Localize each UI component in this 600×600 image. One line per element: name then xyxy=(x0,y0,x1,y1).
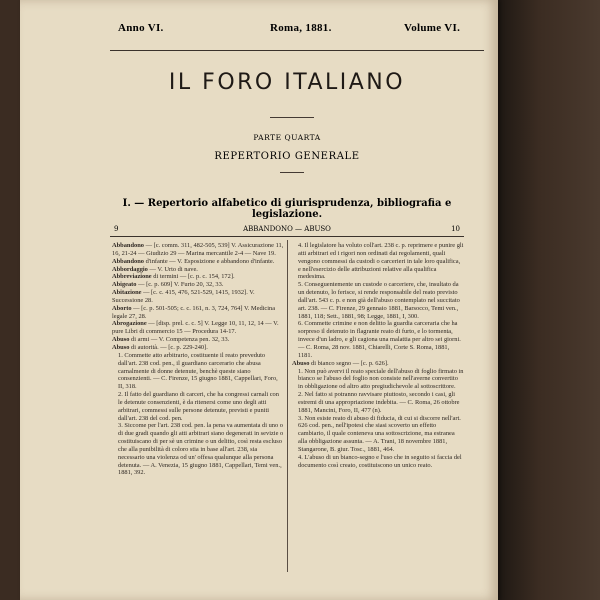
entry-keyword: Abrogazione xyxy=(112,320,147,328)
header-year: Anno VI. xyxy=(118,22,164,34)
entry-text: — [c. p. 501-505; c. c. 161, n. 3, 724, 764] V. Medicina legale 27, 28. xyxy=(112,304,276,320)
entry-keyword: Abuso xyxy=(112,343,130,351)
entry-text: 4. Il legislatore ha voluto coll'art. 238 c. p. reprimere e punire gli atti arbitrari ed i rigori non ordinati dai regolamenti, quali vengono commessi da custodi o carcerieri in tale loro qualifica, e nell'esercizio delle attribuzioni relative alla qualifica medesima. xyxy=(298,242,464,281)
entry-keyword: Abbandono xyxy=(112,242,144,249)
entry-text: 1. Non può avervi il reato speciale dell'abuso di foglio firmato in bianco se l'abuso del foglio non consiste nell'averne convertito in obbligazione od altro atto pregiudichevole al sottoscrittore. xyxy=(298,367,464,391)
background-shadow xyxy=(498,0,600,600)
entry-paragraph xyxy=(112,305,284,321)
entry-paragraph xyxy=(292,454,464,470)
entry-paragraph xyxy=(112,344,284,352)
entry-text: — [disp. prel. c. c. 5] V. Legge 10, 11, 12, 14 — V. pure Libri di commercio 15 — Procedura 14-17. xyxy=(112,320,279,336)
entry-paragraph xyxy=(112,258,284,266)
entry-paragraph xyxy=(292,360,464,368)
entry-text: — [c. c. 415, 476, 521-529, 1415, 1932]. V. Successione 28. xyxy=(112,289,255,304)
running-head xyxy=(110,222,464,237)
entry-paragraph xyxy=(112,422,284,477)
entry-keyword: Abigeato xyxy=(112,281,137,289)
header-volume: Volume VI. xyxy=(404,22,461,34)
entry-paragraph xyxy=(112,320,284,336)
repertory-subtitle: REPERTORIO GENERALE xyxy=(214,151,360,162)
entry-text: di bianco segno — [c. p. 626]. xyxy=(309,359,389,367)
entry-text: 6. Commette crimine e non delitto la guardia carceraria che ha sorpreso il detenuto in flagrante reato di furto, e lo tormenta, invece d'un ladro, e gli cagiona una malattia per altro sei giorni. — C. Roma, 28 nov. 1881, Chiarelli, Corte S. Roma, 1881, 1181. xyxy=(298,320,461,359)
entry-paragraph xyxy=(292,242,464,281)
entry-text: di armi — V. Competenza pen. 32, 33. xyxy=(129,336,230,344)
entry-keyword: Aborto xyxy=(112,304,132,312)
header-rule xyxy=(110,10,464,51)
entry-text: — V. Urto di nave. xyxy=(147,265,198,273)
part-label: PARTE QUARTA xyxy=(253,133,321,142)
entry-paragraph xyxy=(112,242,284,258)
column-divider xyxy=(287,240,288,572)
entry-text: 4. L'abuso di un bianco-segno e l'uso che in seguito si faccia del documento così creato, costituiscono un unico reato. xyxy=(298,453,462,469)
entry-paragraph xyxy=(112,289,284,305)
entry-paragraph xyxy=(112,391,284,422)
entry-paragraph xyxy=(292,320,464,359)
page-number-right: 10 xyxy=(451,225,460,233)
right-text-column xyxy=(292,242,464,469)
entry-text: di termini — [c. p. c. 154, 172]. xyxy=(151,273,235,281)
title-divider xyxy=(270,117,314,118)
entry-text: — [c. comm. 311, 482-505, 539] V. Assicurazione 11, 16, 21-24 — Giudizio 29 — Marina mercantile 2-4 — Nave 19. xyxy=(112,242,284,257)
entry-text: 5. Conseguentemente un custode o carceriere, che, insultato da un detenuto, lo ferisce, si rende responsabile del reato previsto dall'art. 543 c. p. e non già dell'abuso contemplato nel succitato art. 238. — C. Firenze, 29 gennaio 1881, Barsocco, Temi ven., 1881, 118; Sett., 1881, 98; Legge, 1881, I, 300. xyxy=(298,281,460,320)
entry-text: d'infante — V. Esposizione e abbandono d'infante. xyxy=(143,257,275,265)
header-place-date: Roma, 1881. xyxy=(270,22,332,34)
entry-keyword: Abbordaggio xyxy=(112,265,148,273)
entry-paragraph xyxy=(112,273,284,281)
section-heading: I. — Repertorio alfabetico di giurisprudenza, bibliografia e legislazione. xyxy=(122,198,452,220)
entry-paragraph xyxy=(112,336,284,344)
entry-text: 2. Il fatto del guardiano di carceri, che ha congressi carnali con le detenute consenzienti, è da ritenersi come uno degli atti arbitrari, commessi sulle persone detenute, previsti e puniti dall'art. 238 del cod. pen. xyxy=(118,391,279,422)
entry-paragraph xyxy=(292,415,464,454)
entry-text: 2. Nel fatto si potranno ravvisare piuttosto, secondo i casi, gli estremi di una appropriazione indebita. — C. Roma, 26 ottobre 1881, Mancini, Foro, II, 477 (n). xyxy=(298,391,460,414)
page-number-left: 9 xyxy=(114,225,119,233)
entry-paragraph xyxy=(112,281,284,289)
entry-keyword: Abuso xyxy=(292,359,310,367)
entry-text: 3. Non esiste reato di abuso di fiducia, di cui si discorre nell'art. 626 cod. pen., nell'ipotesi che siasi scoverto un effetto cambiario, il quale conteneva una sottoscrizione, ma estranea alla obbligazione assunta. — A. Trani, 18 novembre 1881, Stangarone, B. giur. Tosc., 1881, 464. xyxy=(298,414,461,453)
entry-keyword: Abuso xyxy=(112,336,130,344)
entry-paragraph xyxy=(292,281,464,320)
running-head-title: ABBANDONO — ABUSO xyxy=(243,225,331,233)
entry-keyword: Abbreviazione xyxy=(112,273,152,281)
journal-title: IL FORO ITALIANO xyxy=(168,70,406,95)
entry-text: — [c. p. 609] V. Furto 20, 32, 33. xyxy=(136,281,224,289)
entry-keyword: Abitazione xyxy=(112,289,142,297)
entry-text: di autorità. — [c. p. 229-240]. xyxy=(129,343,208,351)
entry-paragraph xyxy=(112,266,284,274)
entry-paragraph xyxy=(292,368,464,392)
entry-text: 1. Commette atto arbitrario, costituente il reato preveduto dall'art. 238 cod. pen., il guardiano carcerario che abusa carnalmente di donne detenute, benchè queste siano consenzienti. — C. Firenze, 15 giugno 1881, Cappellari, Foro, II, 318. xyxy=(118,351,278,391)
entry-text: 3. Siccome per l'art. 238 cod. pen. la pena va aumentata di uno o di due gradi quando gli atti arbitrari siano degenerati in sevizie o costituiscano di per sè un crimine o un delitto, così resta escluso che alla punibilità di coloro stia in base all'art. 238, sia necessario una violenza od un' offesa qualunque alla persona detenuta. — A. Venezia, 15 giugno 1881, Cappellari, Temi ven., 1881, 392. xyxy=(118,422,284,477)
entry-paragraph xyxy=(292,391,464,415)
subtitle-divider xyxy=(280,172,304,173)
left-text-column xyxy=(112,242,284,477)
entry-paragraph xyxy=(112,352,284,391)
entry-keyword: Abbandono xyxy=(112,257,144,265)
